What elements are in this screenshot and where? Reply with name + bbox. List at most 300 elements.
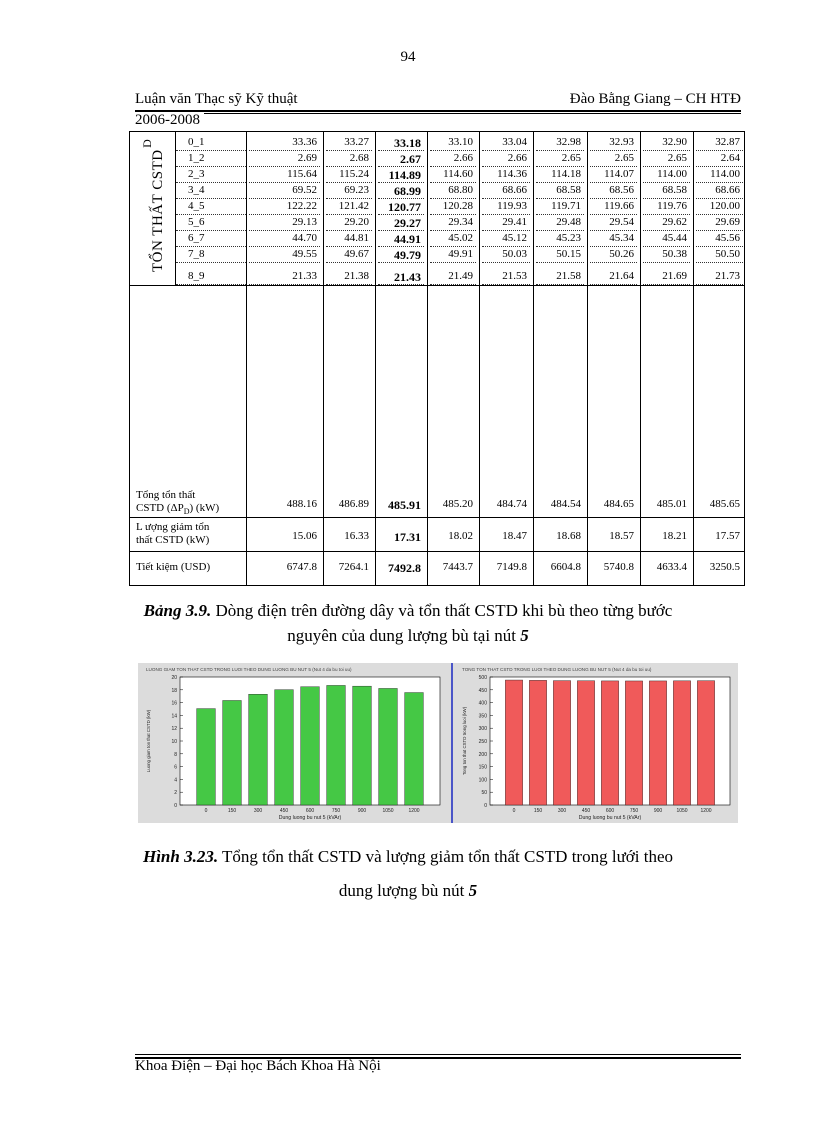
loss-cell: 114.89 <box>388 168 421 182</box>
cell-dotline <box>536 284 584 285</box>
loss-cell: 21.33 <box>292 270 317 282</box>
loss-cell: 29.27 <box>394 216 421 230</box>
cell-dotline <box>326 150 372 151</box>
loss-cell: 49.91 <box>448 248 473 260</box>
total-loss-label <box>136 489 219 518</box>
cell-dotline <box>536 198 584 199</box>
cell-dotline <box>482 150 530 151</box>
cell-dotline <box>249 246 320 247</box>
cell-dotline <box>430 182 476 183</box>
segment-label: 5_6 <box>188 216 205 228</box>
loss-cell: 2.68 <box>349 152 369 164</box>
total-loss-label-unit: ) (kW) <box>189 502 220 514</box>
table-row-line <box>130 551 744 552</box>
loss-cell: 120.77 <box>388 200 421 214</box>
loss-cell: 114.36 <box>497 168 527 180</box>
x-tick-label: 150 <box>227 808 237 814</box>
loss-cell: 68.58 <box>662 184 687 196</box>
reduction-cell: 18.21 <box>662 530 687 542</box>
cell-dotline <box>590 150 637 151</box>
segment-dotline <box>176 182 246 183</box>
header-thesis-title: Luận văn Thạc sỹ Kỹ thuật <box>135 91 298 107</box>
total-loss-label-main: CSTD (ΔP <box>136 502 184 514</box>
loss-cell: 32.90 <box>662 136 687 148</box>
chart-title: LUONG GIAM TON THAT CSTD TRONG LUOI THEO DUNG LUONG BU NUT 5 (Nut 4 da bu toi uu) <box>146 667 352 672</box>
figure-caption-text2: dung lượng bù nút <box>338 881 469 900</box>
loss-cell: 21.49 <box>448 270 473 282</box>
total-loss-cell: 484.54 <box>550 498 581 510</box>
loss-cell: 2.64 <box>720 152 740 164</box>
reduction-label-line1: L ượng giảm tổn <box>136 521 210 533</box>
loss-cell: 44.91 <box>394 232 421 246</box>
segment-label: 0_1 <box>188 136 205 148</box>
loss-cell: 50.15 <box>556 248 581 260</box>
total-loss-cell: 485.91 <box>388 498 421 512</box>
cell-dotline <box>249 198 320 199</box>
cell-dotline <box>482 230 530 231</box>
x-tick-label: 750 <box>331 808 341 814</box>
loss-cell: 33.18 <box>394 136 421 150</box>
cell-dotline <box>590 182 637 183</box>
chart-bar <box>553 681 570 805</box>
cell-dotline <box>326 198 372 199</box>
saving-cell: 7492.8 <box>388 561 421 575</box>
chart-bar <box>379 688 398 805</box>
y-tick-label: 100 <box>478 777 487 784</box>
cell-dotline <box>326 284 372 285</box>
reduction-cell: 16.33 <box>344 530 369 542</box>
y-tick-label: 200 <box>478 751 487 758</box>
figure-caption-label: Hình 3.23. <box>142 847 219 866</box>
x-tick-label: 300 <box>557 808 567 814</box>
reduction-cell: 18.68 <box>556 530 581 542</box>
x-tick-label: 900 <box>357 808 367 814</box>
loss-cell: 2.65 <box>561 152 581 164</box>
chart-bar <box>223 700 242 805</box>
loss-cell: 50.38 <box>662 248 687 260</box>
figure-caption-line2 <box>0 874 816 908</box>
cell-dotline <box>430 246 476 247</box>
cell-dotline <box>378 284 424 285</box>
loss-cell: 120.00 <box>709 200 740 212</box>
cell-dotline <box>430 230 476 231</box>
total-loss-label-sub: D <box>183 507 190 517</box>
x-tick-label: 150 <box>533 808 543 814</box>
cell-dotline <box>430 150 476 151</box>
y-tick-label: 10 <box>171 739 177 745</box>
y-tick-label: 350 <box>478 713 487 720</box>
cell-dotline <box>536 182 584 183</box>
cell-dotline <box>643 214 690 215</box>
loss-cell: 32.98 <box>556 136 581 148</box>
cell-dotline <box>249 182 320 183</box>
cell-dotline <box>378 230 424 231</box>
reduction-cell: 18.02 <box>448 530 473 542</box>
cell-dotline <box>590 230 637 231</box>
saving-cell: 7149.8 <box>496 561 527 573</box>
cell-dotline <box>430 262 476 263</box>
segment-label: 7_8 <box>188 248 205 260</box>
loss-cell: 21.69 <box>662 270 687 282</box>
loss-cell: 49.55 <box>292 248 317 260</box>
loss-cell: 29.41 <box>502 216 527 228</box>
loss-cell: 21.64 <box>609 270 634 282</box>
chart-bar <box>649 681 666 805</box>
loss-cell: 29.69 <box>715 216 740 228</box>
loss-cell: 119.93 <box>497 200 527 212</box>
loss-cell: 29.54 <box>609 216 634 228</box>
table-caption <box>0 598 816 648</box>
cell-dotline <box>482 166 530 167</box>
saving-cell: 5740.8 <box>603 561 634 573</box>
y-tick-label: 14 <box>171 713 177 720</box>
y-tick-label: 2 <box>174 790 177 797</box>
loss-cell: 119.66 <box>604 200 634 212</box>
cell-dotline <box>696 198 743 199</box>
loss-cell: 33.36 <box>292 136 317 148</box>
table-row-line <box>130 285 744 286</box>
chart-bar <box>601 681 618 805</box>
cell-dotline <box>482 198 530 199</box>
loss-cell: 21.38 <box>344 270 369 282</box>
cell-dotline <box>643 262 690 263</box>
chart-divider <box>451 663 453 823</box>
y-tick-label: 450 <box>478 687 487 694</box>
total-loss-cell: 484.65 <box>603 498 634 510</box>
segment-dotline <box>176 166 246 167</box>
x-tick-label: 1200 <box>700 808 712 814</box>
figure-caption-text1: Tổng tổn thất CSTD và lượng giảm tổn thất CSTD trong lưới theo <box>218 847 674 866</box>
chart-bar <box>673 681 690 805</box>
loss-cell: 45.44 <box>662 232 687 244</box>
figure-caption-node: 5 <box>468 881 478 900</box>
y-tick-label: 4 <box>174 777 177 784</box>
loss-cell: 2.67 <box>400 152 421 166</box>
reduction-cell: 17.57 <box>715 530 740 542</box>
loss-cell: 2.69 <box>297 152 317 164</box>
header-author: Đào Bằng Giang – CH HTĐ <box>569 91 741 107</box>
loss-cell: 49.79 <box>394 248 421 262</box>
reduction-label-line2: thất CSTD (kW) <box>136 534 210 546</box>
loss-cell: 45.02 <box>448 232 473 244</box>
loss-cell: 69.52 <box>292 184 317 196</box>
cell-dotline <box>696 246 743 247</box>
cell-dotline <box>482 214 530 215</box>
loss-cell: 122.22 <box>286 200 317 212</box>
y-tick-label: 8 <box>174 751 177 758</box>
cell-dotline <box>482 284 530 285</box>
loss-cell: 2.66 <box>507 152 527 164</box>
table-caption-text1: Dòng điện trên đường dây và tổn thất CSTD khi bù theo từng bước <box>211 601 673 620</box>
y-tick-label: 400 <box>478 700 487 707</box>
loss-cell: 68.66 <box>715 184 740 196</box>
chart-bar <box>301 687 320 805</box>
figure-caption-line1 <box>0 840 816 874</box>
cell-dotline <box>430 198 476 199</box>
cell-dotline <box>378 246 424 247</box>
cell-dotline <box>326 230 372 231</box>
cell-dotline <box>696 182 743 183</box>
x-tick-label: 300 <box>253 808 263 814</box>
loss-cell: 114.00 <box>657 168 687 180</box>
chart-bar <box>197 709 216 805</box>
loss-cell: 33.10 <box>448 136 473 148</box>
x-tick-label: 450 <box>581 808 591 814</box>
cell-dotline <box>536 150 584 151</box>
table-caption-text2: nguyên của dung lượng bù tại nút <box>287 626 521 645</box>
loss-cell: 68.66 <box>502 184 527 196</box>
cell-dotline <box>249 230 320 231</box>
cell-dotline <box>326 246 372 247</box>
x-axis-label: Dung luong bu nut 5 (kVAr) <box>278 815 342 821</box>
loss-cell: 32.87 <box>715 136 740 148</box>
loss-cell: 2.65 <box>667 152 687 164</box>
loss-cell: 45.56 <box>715 232 740 244</box>
loss-cell: 45.23 <box>556 232 581 244</box>
x-tick-label: 450 <box>279 808 289 814</box>
chart-bar <box>405 693 424 805</box>
loss-cell: 29.62 <box>662 216 687 228</box>
cell-dotline <box>430 214 476 215</box>
cell-dotline <box>326 214 372 215</box>
loss-cell: 49.67 <box>344 248 369 260</box>
cell-dotline <box>590 246 637 247</box>
table-caption-line1 <box>0 598 816 623</box>
segment-dotline <box>176 150 246 151</box>
chart-bar <box>327 685 346 805</box>
total-loss-cell: 485.01 <box>656 498 687 510</box>
cell-dotline <box>536 230 584 231</box>
reduction-cell: 15.06 <box>292 530 317 542</box>
x-tick-label: 600 <box>605 808 615 814</box>
cell-dotline <box>482 182 530 183</box>
cell-dotline <box>249 262 320 263</box>
loss-cell: 21.43 <box>394 270 421 284</box>
x-tick-label: 750 <box>629 808 639 814</box>
reduction-cell: 18.57 <box>609 530 634 542</box>
chart-bar <box>505 680 522 805</box>
segment-label: 2_3 <box>188 168 205 180</box>
cell-dotline <box>378 150 424 151</box>
saving-label: Tiết kiệm (USD) <box>136 561 211 573</box>
cell-dotline <box>696 214 743 215</box>
cell-dotline <box>482 246 530 247</box>
segment-label: 1_2 <box>188 152 205 164</box>
cell-dotline <box>590 198 637 199</box>
saving-cell: 7264.1 <box>338 561 369 573</box>
group-label-cell <box>130 132 176 285</box>
header-rule-thin <box>135 113 741 114</box>
table-caption-line2 <box>0 623 816 648</box>
loss-cell: 44.70 <box>292 232 317 244</box>
table-caption-node: 5 <box>520 626 529 645</box>
total-loss-cell: 485.20 <box>442 498 473 510</box>
group-label: TỔN THẤT CSTD <box>150 149 166 272</box>
saving-cell: 6747.8 <box>286 561 317 573</box>
figure-caption <box>0 840 816 908</box>
loss-cell: 21.58 <box>556 270 581 282</box>
segment-dotline <box>176 262 246 263</box>
segment-dotline <box>176 246 246 247</box>
loss-cell: 29.13 <box>292 216 317 228</box>
reduction-cell: 17.31 <box>394 530 421 544</box>
cell-dotline <box>590 284 637 285</box>
cell-dotline <box>536 214 584 215</box>
chart-bar <box>249 694 268 805</box>
segment-label: 8_9 <box>188 270 205 282</box>
cell-dotline <box>482 262 530 263</box>
x-tick-label: 1050 <box>676 808 688 814</box>
segment-dotline <box>176 214 246 215</box>
chart-bar <box>529 680 546 805</box>
segment-label: 6_7 <box>188 232 205 244</box>
loss-cell: 21.53 <box>502 270 527 282</box>
loss-cell: 50.50 <box>715 248 740 260</box>
table-row-line <box>130 517 744 518</box>
loss-cell: 45.34 <box>609 232 634 244</box>
y-tick-label: 300 <box>478 726 487 733</box>
y-tick-label: 0 <box>174 803 177 809</box>
data-table <box>129 131 745 586</box>
y-tick-label: 18 <box>171 687 177 694</box>
cell-dotline <box>378 182 424 183</box>
cell-dotline <box>326 166 372 167</box>
segment-dotline <box>176 284 246 285</box>
loss-cell: 50.26 <box>609 248 634 260</box>
loss-cell: 2.65 <box>614 152 634 164</box>
chart-bar <box>353 686 372 805</box>
chart-total-loss <box>454 663 738 823</box>
total-loss-cell: 485.65 <box>709 498 740 510</box>
loss-cell: 121.42 <box>338 200 369 212</box>
y-axis-label: Tong ton that CSTD trong luoi (kW) <box>462 706 467 776</box>
x-tick-label: 600 <box>305 808 315 814</box>
cell-dotline <box>536 246 584 247</box>
saving-cell: 6604.8 <box>550 561 581 573</box>
y-tick-label: 16 <box>171 700 177 707</box>
group-label-extra: D <box>139 139 154 148</box>
loss-cell: 68.56 <box>609 184 634 196</box>
loss-cell: 114.07 <box>604 168 634 180</box>
reduction-cell: 18.47 <box>502 530 527 542</box>
segment-label: 4_5 <box>188 200 205 212</box>
total-loss-cell: 484.74 <box>496 498 527 510</box>
segment-dotline <box>176 230 246 231</box>
cell-dotline <box>643 246 690 247</box>
loss-cell: 32.93 <box>609 136 634 148</box>
cell-dotline <box>249 284 320 285</box>
chart-bar <box>275 690 294 805</box>
cell-dotline <box>536 166 584 167</box>
charts-figure <box>138 663 738 823</box>
cell-dotline <box>378 166 424 167</box>
chart-bar <box>697 681 714 805</box>
cell-dotline <box>249 150 320 151</box>
loss-cell: 114.00 <box>710 168 740 180</box>
cell-dotline <box>643 150 690 151</box>
cell-dotline <box>590 262 637 263</box>
chart-title: TONG TON THAT CSTD TRONG LUOI THEO DUNG LUONG BU NUT 5 (Nut 4 da bu toi uu) <box>462 667 652 672</box>
y-tick-label: 20 <box>171 675 177 681</box>
cell-dotline <box>643 230 690 231</box>
loss-cell: 29.20 <box>344 216 369 228</box>
y-tick-label: 50 <box>481 790 487 797</box>
cell-dotline <box>326 182 372 183</box>
total-loss-cell: 488.16 <box>286 498 317 510</box>
chart-bar <box>625 681 642 805</box>
x-tick-label: 1050 <box>382 808 394 814</box>
loss-cell: 33.27 <box>344 136 369 148</box>
loss-cell: 45.12 <box>502 232 527 244</box>
saving-cell: 4633.4 <box>656 561 687 573</box>
cell-dotline <box>696 150 743 151</box>
total-loss-label-line1: Tổng tổn thất <box>136 489 196 501</box>
cell-dotline <box>430 166 476 167</box>
chart-loss-reduction <box>138 663 450 823</box>
loss-cell: 114.60 <box>443 168 473 180</box>
cell-dotline <box>326 262 372 263</box>
cell-dotline <box>590 166 637 167</box>
cell-dotline <box>430 284 476 285</box>
page-number: 94 <box>400 49 416 65</box>
cell-dotline <box>696 262 743 263</box>
saving-cell: 7443.7 <box>442 561 473 573</box>
y-tick-label: 250 <box>478 739 487 745</box>
loss-cell: 50.03 <box>502 248 527 260</box>
total-loss-cell: 486.89 <box>338 498 369 510</box>
loss-cell: 69.23 <box>344 184 369 196</box>
header-rule <box>135 110 741 112</box>
cell-dotline <box>378 262 424 263</box>
cell-dotline <box>378 198 424 199</box>
cell-dotline <box>696 284 743 285</box>
loss-cell: 29.48 <box>556 216 581 228</box>
cell-dotline <box>643 166 690 167</box>
x-tick-label: 0 <box>512 808 516 814</box>
reduction-label <box>136 521 209 547</box>
segment-dotline <box>176 198 246 199</box>
x-axis-label: Dung luong bu nut 5 (kVAr) <box>578 815 642 821</box>
header-year: 2006-2008 <box>135 112 204 129</box>
y-tick-label: 12 <box>171 726 177 733</box>
saving-cell: 3250.5 <box>709 561 740 573</box>
x-tick-label: 1200 <box>408 808 420 814</box>
y-tick-label: 500 <box>478 675 487 681</box>
cell-dotline <box>378 214 424 215</box>
loss-cell: 119.71 <box>551 200 581 212</box>
loss-cell: 29.34 <box>448 216 473 228</box>
cell-dotline <box>643 284 690 285</box>
loss-cell: 115.24 <box>339 168 369 180</box>
loss-cell: 114.18 <box>551 168 581 180</box>
cell-dotline <box>249 214 320 215</box>
loss-cell: 115.64 <box>287 168 317 180</box>
loss-cell: 33.04 <box>502 136 527 148</box>
loss-cell: 119.76 <box>657 200 687 212</box>
cell-dotline <box>536 262 584 263</box>
y-axis-label: Luong giam ton that CSTD (kW) <box>146 709 151 773</box>
footer-text: Khoa Điện – Đại học Bách Khoa Hà Nội <box>135 1058 381 1074</box>
cell-dotline <box>590 214 637 215</box>
segment-label: 3_4 <box>188 184 205 196</box>
x-tick-label: 0 <box>204 808 208 814</box>
cell-dotline <box>249 166 320 167</box>
y-tick-label: 6 <box>174 764 177 771</box>
x-tick-label: 900 <box>653 808 663 814</box>
cell-dotline <box>643 198 690 199</box>
y-tick-label: 150 <box>478 764 487 771</box>
cell-dotline <box>696 230 743 231</box>
